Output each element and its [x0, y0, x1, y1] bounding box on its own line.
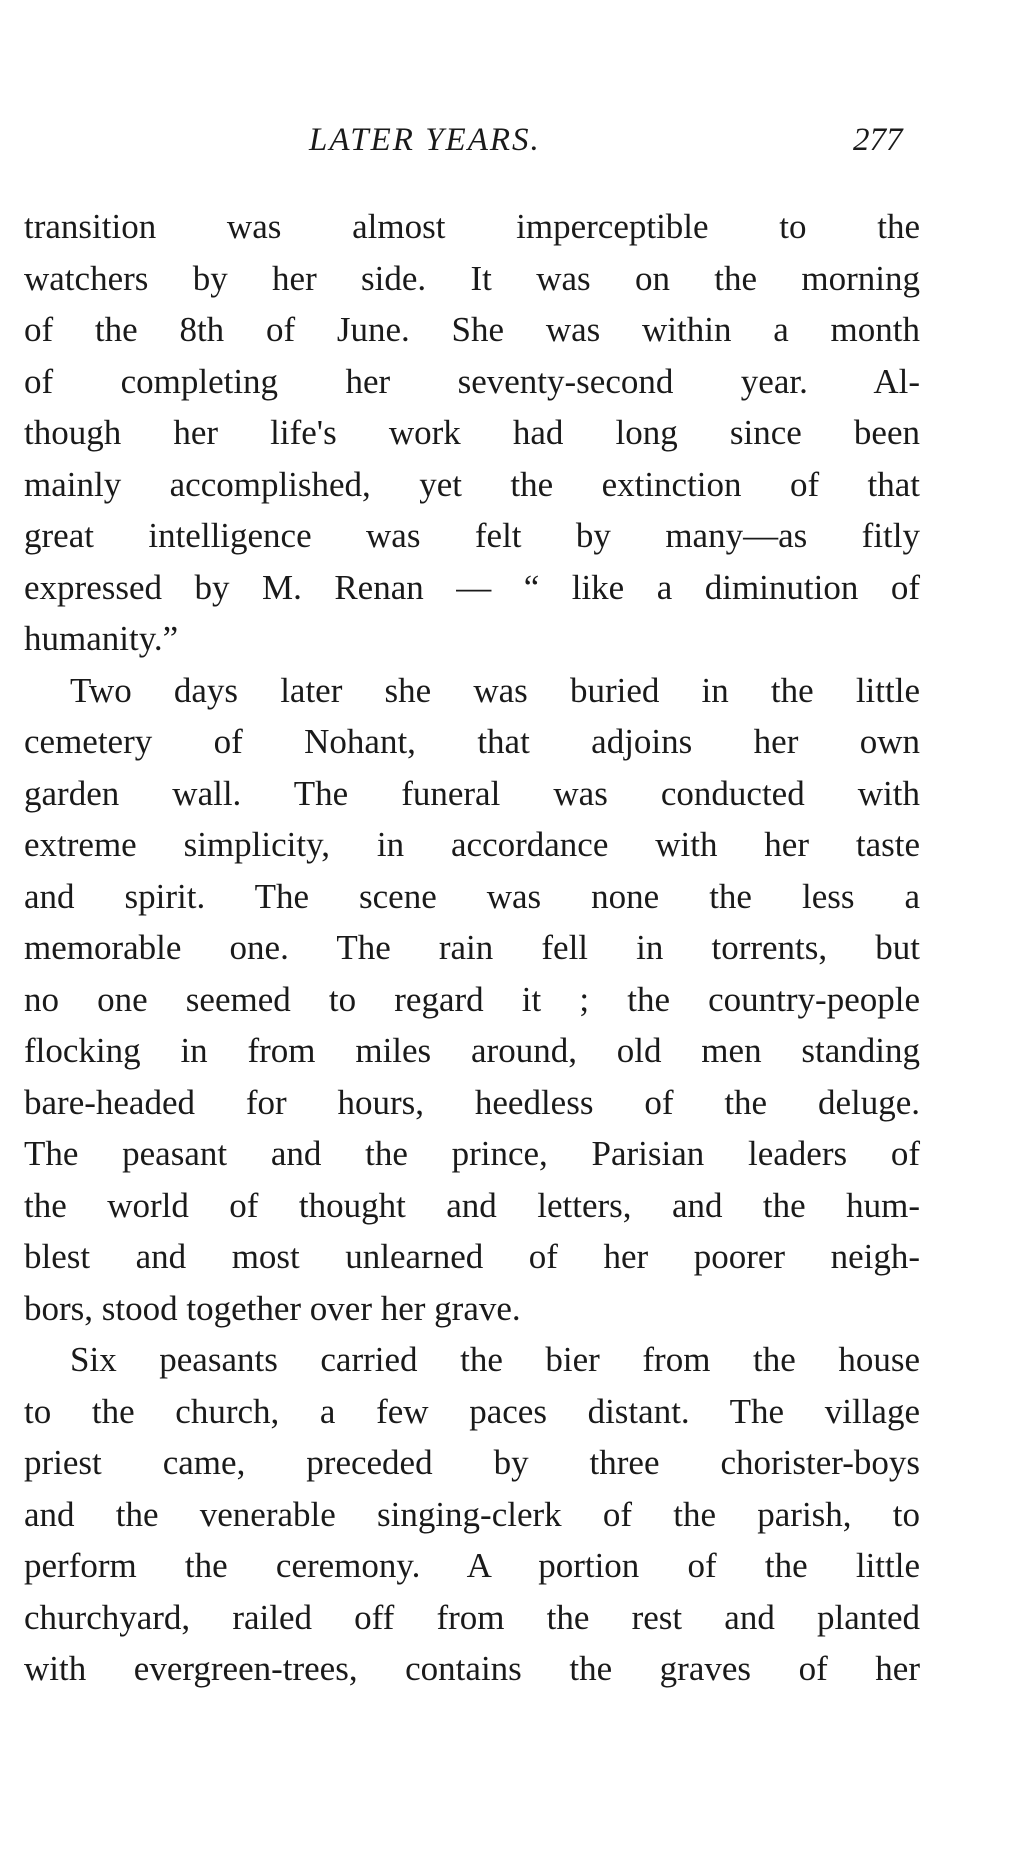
text-line: cemetery of Nohant, that adjoins her own	[24, 722, 920, 761]
text-line: Two days later she was buried in the little	[70, 670, 920, 710]
text-line: mainly accomplished, yet the extinction of that	[24, 464, 920, 504]
text-line: Six peasants carried the bier from the house	[70, 1340, 920, 1379]
page-number: 277	[853, 122, 903, 158]
running-head	[24, 122, 924, 166]
text-line: The peasant and the prince, Parisian leaders of	[24, 1134, 920, 1173]
text-line: to the church, a few paces distant. The village	[24, 1391, 920, 1431]
body-text	[24, 201, 920, 1695]
text-line: bare-headed for hours, heedless of the deluge.	[24, 1082, 920, 1122]
text-line: bors, stood together over her grave.	[24, 1288, 521, 1328]
text-line: with evergreen-trees, contains the graves of her	[24, 1649, 920, 1688]
text-line: humanity.”	[24, 619, 179, 658]
text-line: of completing her seventy-second year. Al-	[24, 361, 920, 401]
text-line: the world of thought and letters, and the hum-	[24, 1185, 920, 1225]
text-line: expressed by M. Renan — “ like a diminution of	[24, 567, 920, 607]
text-line: transition was almost imperceptible to the	[24, 207, 920, 246]
text-line: churchyard, railed off from the rest and planted	[24, 1597, 920, 1637]
text-line: though her life's work had long since been	[24, 413, 920, 452]
text-line: perform the ceremony. A portion of the little	[24, 1546, 920, 1585]
text-line: of the 8th of June. She was within a month	[24, 310, 920, 349]
text-line: watchers by her side. It was on the morning	[24, 258, 920, 298]
text-line: great intelligence was felt by many—as fitly	[24, 516, 920, 555]
paragraph	[24, 1334, 920, 1695]
text-line: garden wall. The funeral was conducted with	[24, 773, 920, 813]
paragraph	[24, 201, 920, 665]
text-line: and spirit. The scene was none the less a	[24, 876, 920, 916]
text-line: blest and most unlearned of her poorer neigh-	[24, 1237, 920, 1276]
text-line: no one seemed to regard it ; the country-people	[24, 979, 920, 1019]
text-line: flocking in from miles around, old men standing	[24, 1031, 920, 1070]
text-line: extreme simplicity, in accordance with her taste	[24, 825, 920, 864]
text-line: priest came, preceded by three chorister-boys	[24, 1443, 920, 1482]
text-line: and the venerable singing-clerk of the parish, to	[24, 1494, 920, 1534]
text-line: memorable one. The rain fell in torrents, but	[24, 928, 920, 967]
running-title: LATER YEARS.	[309, 122, 541, 158]
paragraph	[24, 665, 920, 1335]
